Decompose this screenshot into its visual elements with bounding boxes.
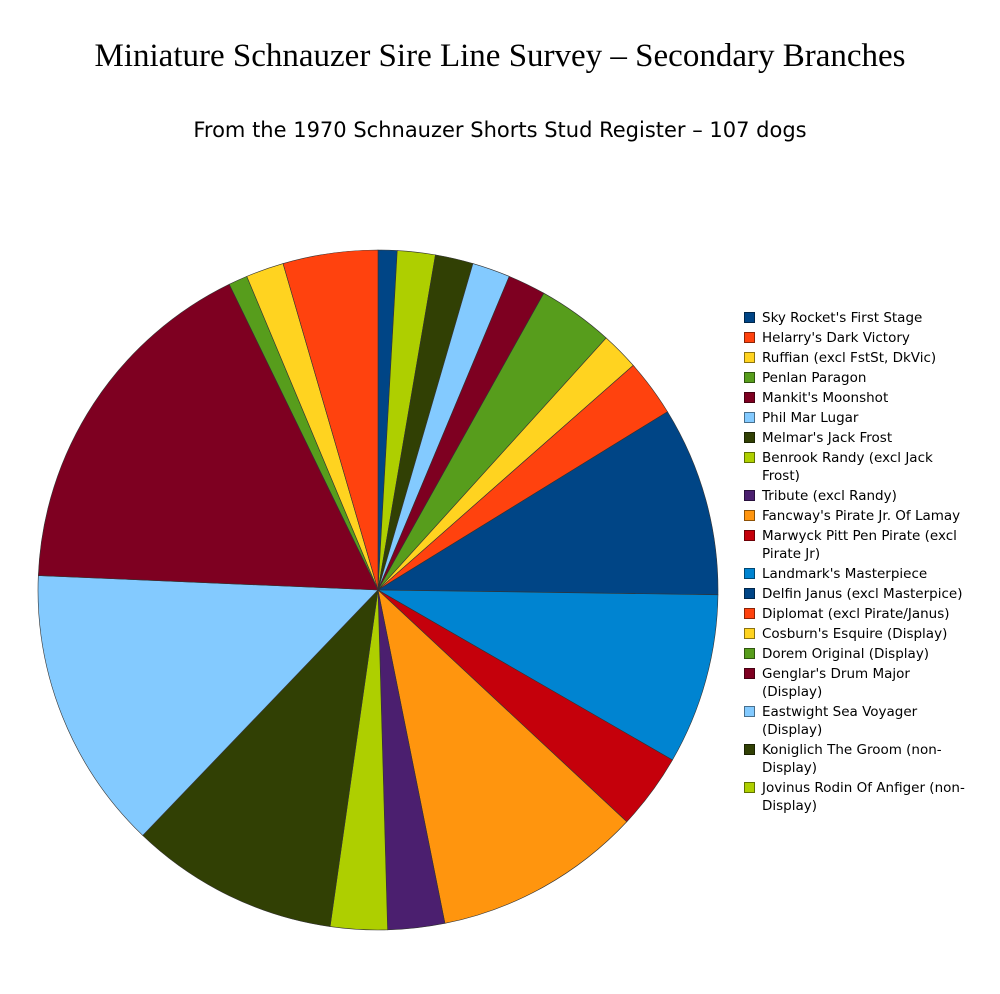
legend-item bbox=[744, 645, 974, 663]
legend-swatch bbox=[744, 568, 755, 579]
legend-label: Penlan Paragon bbox=[762, 370, 867, 386]
legend-swatch bbox=[744, 510, 755, 521]
legend-label: Marwyck Pitt Pen Pirate (excl Pirate Jr) bbox=[762, 528, 957, 562]
legend-label: Eastwight Sea Voyager (Display) bbox=[762, 704, 918, 738]
legend-label: Ruffian (excl FstSt, DkVic) bbox=[762, 350, 937, 366]
legend-label: Landmark's Masterpiece bbox=[762, 566, 928, 582]
legend-swatch bbox=[744, 332, 755, 343]
legend-swatch bbox=[744, 352, 755, 363]
legend-label: Dorem Original (Display) bbox=[762, 646, 930, 662]
legend-item bbox=[744, 527, 974, 563]
legend-label: Delfin Janus (excl Masterpice) bbox=[762, 586, 963, 602]
legend-swatch bbox=[744, 588, 755, 599]
legend-swatch bbox=[744, 392, 755, 403]
legend-label: Helarry's Dark Victory bbox=[762, 330, 910, 346]
legend-item bbox=[744, 369, 974, 387]
legend-item bbox=[744, 409, 974, 427]
legend-item bbox=[744, 741, 974, 777]
legend-swatch bbox=[744, 372, 755, 383]
legend-swatch bbox=[744, 648, 755, 659]
legend-label: Cosburn's Esquire (Display) bbox=[762, 626, 948, 642]
legend-label: Jovinus Rodin Of Anfiger (non-Display) bbox=[762, 780, 965, 814]
legend-label: Koniglich The Groom (non-Display) bbox=[762, 742, 942, 776]
legend-label: Sky Rocket's First Stage bbox=[762, 310, 923, 326]
legend-swatch bbox=[744, 530, 755, 541]
legend-item bbox=[744, 625, 974, 643]
chart-legend bbox=[744, 309, 974, 817]
legend-item bbox=[744, 487, 974, 505]
legend-item bbox=[744, 585, 974, 603]
legend-item bbox=[744, 565, 974, 583]
legend-swatch bbox=[744, 490, 755, 501]
legend-item bbox=[744, 507, 974, 525]
legend-swatch bbox=[744, 706, 755, 717]
legend-item bbox=[744, 349, 974, 367]
legend-item bbox=[744, 429, 974, 447]
legend-item bbox=[744, 779, 974, 815]
legend-item bbox=[744, 449, 974, 485]
legend-swatch bbox=[744, 782, 755, 793]
legend-swatch bbox=[744, 412, 755, 423]
legend-swatch bbox=[744, 432, 755, 443]
legend-label: Melmar's Jack Frost bbox=[762, 430, 893, 446]
legend-swatch bbox=[744, 608, 755, 619]
legend-item bbox=[744, 389, 974, 407]
legend-item bbox=[744, 329, 974, 347]
legend-swatch bbox=[744, 628, 755, 639]
legend-label: Phil Mar Lugar bbox=[762, 410, 859, 426]
legend-item bbox=[744, 309, 974, 327]
legend-label: Benrook Randy (excl Jack Frost) bbox=[762, 450, 933, 484]
chart-title: Miniature Schnauzer Sire Line Survey – Secondary Branches bbox=[94, 38, 906, 74]
legend-label: Tribute (excl Randy) bbox=[762, 488, 897, 504]
legend-item bbox=[744, 665, 974, 701]
legend-swatch bbox=[744, 452, 755, 463]
legend-item bbox=[744, 605, 974, 623]
chart-subtitle: From the 1970 Schnauzer Shorts Stud Register – 107 dogs bbox=[193, 118, 807, 142]
legend-swatch bbox=[744, 744, 755, 755]
legend-label: Genglar's Drum Major (Display) bbox=[762, 666, 910, 700]
legend-label: Mankit's Moonshot bbox=[762, 390, 889, 406]
legend-label: Diplomat (excl Pirate/Janus) bbox=[762, 606, 950, 622]
legend-swatch bbox=[744, 312, 755, 323]
legend-item bbox=[744, 703, 974, 739]
legend-label: Fancway's Pirate Jr. Of Lamay bbox=[762, 508, 961, 524]
legend-swatch bbox=[744, 668, 755, 679]
